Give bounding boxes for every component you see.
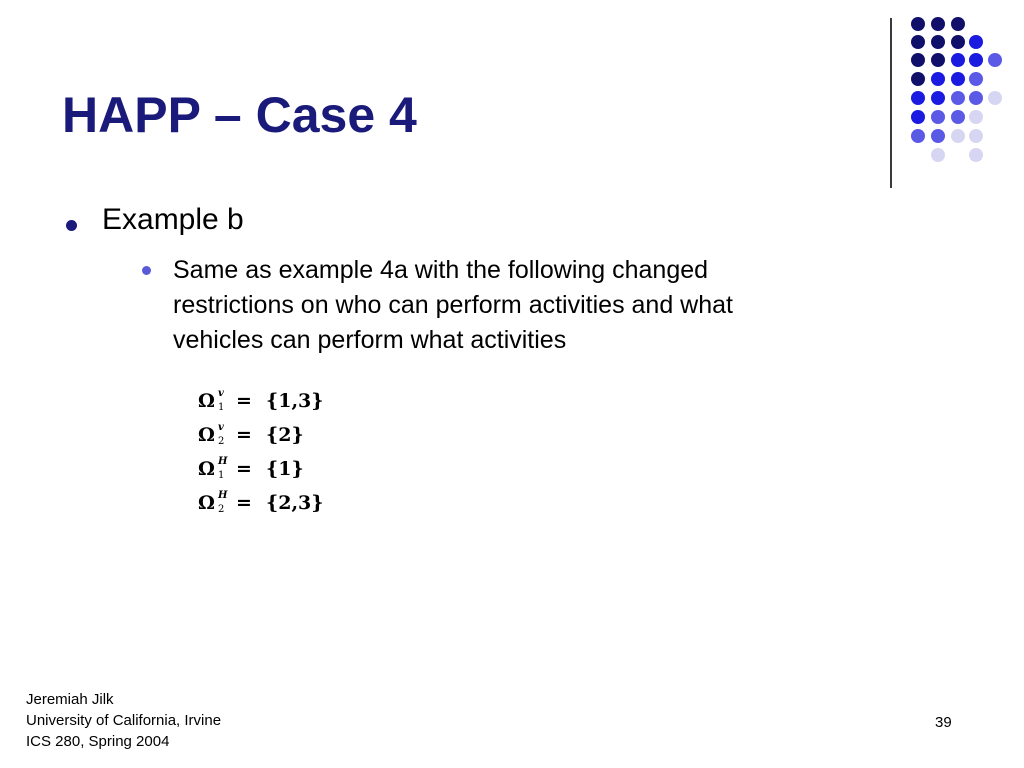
- footer-course: ICS 280, Spring 2004: [26, 733, 170, 750]
- header-divider: [890, 18, 892, 188]
- formula-set: {1,3}: [266, 390, 324, 412]
- decorative-dot: [951, 35, 965, 49]
- footer-institution: University of California, Irvine: [26, 712, 222, 729]
- formula-equals: =: [236, 492, 252, 514]
- slide-footer: [26, 689, 221, 752]
- slide-title: HAPP – Case 4: [62, 87, 417, 143]
- formula-row: [198, 422, 338, 456]
- formula-set: {2,3}: [266, 492, 324, 514]
- bullet-dot-icon: [66, 220, 77, 231]
- decorative-dot: [931, 35, 945, 49]
- decorative-dot: [988, 91, 1002, 105]
- formula-subscript: 1: [218, 470, 225, 481]
- omega-symbol: Ω: [198, 390, 215, 412]
- omega-symbol: Ω: [198, 424, 215, 446]
- decorative-dot: [969, 72, 983, 86]
- decorative-dot: [931, 17, 945, 31]
- decorative-dot: [969, 53, 983, 67]
- restriction-formulas: [198, 388, 338, 524]
- decorative-dot: [911, 72, 925, 86]
- decorative-dot: [911, 53, 925, 67]
- decorative-dot: [911, 91, 925, 105]
- decorative-dot: [931, 72, 945, 86]
- omega-symbol: Ω: [198, 458, 215, 480]
- bullet-level1-text: Example b: [102, 203, 244, 236]
- decorative-dot: [969, 148, 983, 162]
- formula-set: {1}: [266, 458, 304, 480]
- formula-superscript: H: [218, 456, 228, 467]
- decorative-dot: [931, 110, 945, 124]
- decorative-dot: [988, 53, 1002, 67]
- bullet-level2-line: restrictions on who can perform activities and what: [173, 291, 733, 319]
- decorative-dot: [911, 110, 925, 124]
- decorative-dot: [969, 129, 983, 143]
- formula-superscript: v: [218, 388, 224, 399]
- decorative-dot: [911, 35, 925, 49]
- decorative-dot: [969, 91, 983, 105]
- page-number: 39: [935, 714, 952, 731]
- formula-row: [198, 490, 338, 524]
- decorative-dot: [951, 17, 965, 31]
- sub-bullet-dot-icon: [142, 266, 151, 275]
- decorative-dot: [951, 53, 965, 67]
- formula-row: [198, 456, 338, 490]
- decorative-dot: [931, 91, 945, 105]
- bullet-level2-line: vehicles can perform what activities: [173, 326, 567, 354]
- decorative-dot: [911, 17, 925, 31]
- formula-equals: =: [236, 458, 252, 480]
- decorative-dot: [951, 72, 965, 86]
- decorative-dot: [951, 91, 965, 105]
- decorative-dot: [931, 129, 945, 143]
- decorative-dot: [911, 129, 925, 143]
- formula-subscript: 2: [218, 436, 225, 447]
- decorative-dot: [969, 110, 983, 124]
- footer-author: Jeremiah Jilk: [26, 691, 114, 708]
- decorative-dot: [931, 53, 945, 67]
- formula-subscript: 2: [218, 504, 225, 515]
- formula-row: [198, 388, 338, 422]
- decorative-dot: [951, 129, 965, 143]
- formula-subscript: 1: [218, 402, 225, 413]
- decorative-dot: [931, 148, 945, 162]
- formula-superscript: H: [218, 490, 228, 501]
- formula-equals: =: [236, 390, 252, 412]
- bullet-level2-line: Same as example 4a with the following changed: [173, 256, 709, 284]
- decorative-dot: [969, 35, 983, 49]
- formula-set: {2}: [266, 424, 304, 446]
- formula-equals: =: [236, 424, 252, 446]
- decorative-dot: [951, 110, 965, 124]
- omega-symbol: Ω: [198, 492, 215, 514]
- formula-superscript: v: [218, 422, 224, 433]
